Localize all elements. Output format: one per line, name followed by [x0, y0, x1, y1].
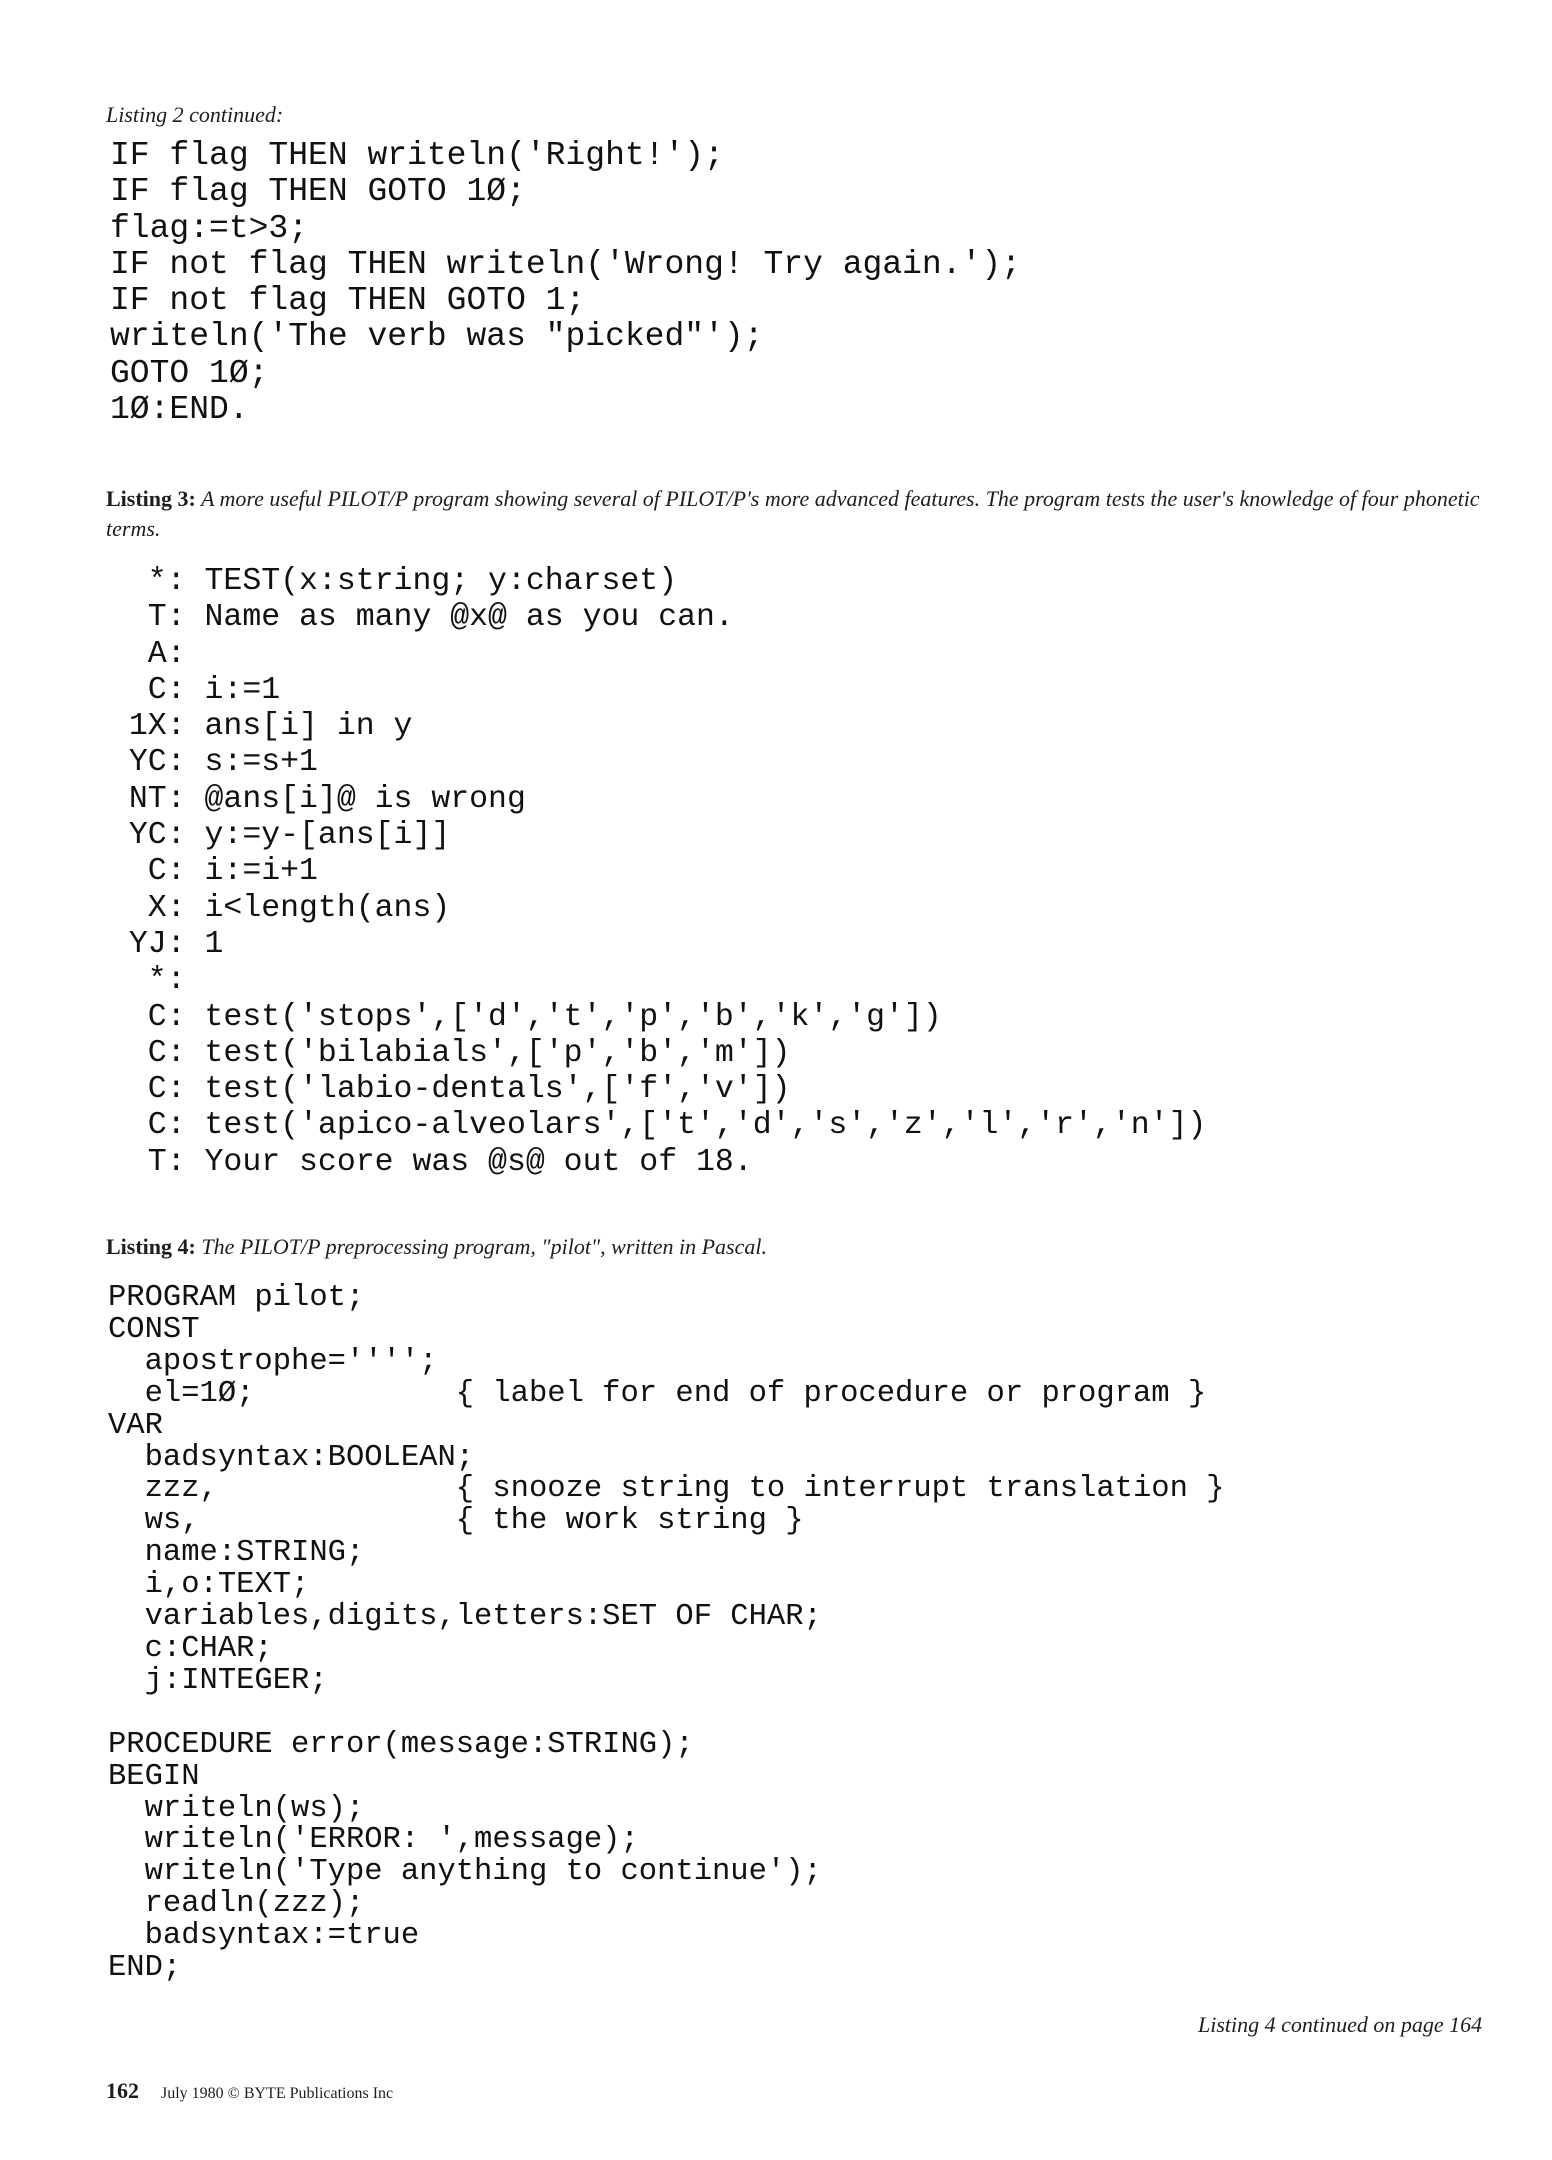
code-line: PROGRAM pilot; — [108, 1281, 365, 1315]
code-line: CONST — [108, 1312, 200, 1347]
code-line: name:STRING; — [108, 1536, 365, 1571]
code-line: IF flag THEN writeln('Right!'); — [110, 137, 724, 174]
listing3-label: Listing 3: — [106, 486, 196, 511]
copyright-credit: July 1980 © BYTE Publications Inc — [161, 2085, 394, 2102]
code-line: YJ: 1 — [110, 926, 224, 962]
continued-note: Listing 4 continued on page 164 — [1198, 2012, 1483, 2037]
listing3-caption — [106, 484, 1506, 544]
code-line: j:INTEGER; — [108, 1663, 328, 1698]
code-line: C: test('labio-dentals',['f','v']) — [110, 1072, 791, 1108]
code-line: writeln(ws); — [108, 1791, 365, 1826]
listing3-description: A more useful PILOT/P program showing several of PILOT/P's more advanced features. The program tests the user's knowledge of four phonetic terms. — [106, 486, 1480, 541]
code-line: C: test('apico-alveolars',['t','d','s','z','l','r','n']) — [110, 1108, 1207, 1144]
code-line: BEGIN — [108, 1759, 200, 1794]
code-line: GOTO 1Ø; — [110, 354, 269, 392]
code-line: i,o:TEXT; — [108, 1568, 310, 1603]
code-line: c:CHAR; — [108, 1631, 273, 1666]
code-line: PROCEDURE error(message:STRING); — [108, 1727, 694, 1762]
code-line: 1Ø:END. — [110, 391, 249, 429]
code-line: variables,digits,letters:SET OF CHAR; — [108, 1600, 822, 1635]
code-line: readln(zzz); — [108, 1887, 365, 1922]
code-line: T: Name as many @x@ as you can. — [110, 600, 734, 636]
listing4-code — [108, 1283, 1224, 1985]
code-line: zzz, { snooze string to interrupt translation } — [108, 1472, 1225, 1507]
listing3-code — [110, 564, 1206, 1181]
code-line: C: test('stops',['d','t','p','b','k','g']) — [110, 999, 942, 1035]
code-line: writeln('ERROR: ',message); — [108, 1823, 639, 1858]
code-line: writeln('Type anything to continue'); — [108, 1855, 822, 1890]
code-line: END; — [108, 1951, 182, 1986]
code-line: badsyntax:BOOLEAN; — [108, 1440, 475, 1475]
code-line: VAR — [108, 1408, 163, 1443]
code-line: T: Your score was @s@ out of 18. — [110, 1144, 753, 1180]
code-line: *: — [110, 963, 186, 999]
code-line — [108, 1698, 1224, 1730]
code-line: X: i<length(ans) — [110, 890, 451, 926]
listing4-label: Listing 4: — [106, 1234, 196, 1259]
listing2-code — [110, 138, 1021, 428]
code-line: IF not flag THEN writeln('Wrong! Try again.'); — [110, 245, 1021, 283]
code-line: *: TEST(x:string; y:charset) — [110, 564, 678, 599]
code-line: ws, { the work string } — [108, 1504, 804, 1539]
code-line: badsyntax:=true — [108, 1919, 420, 1954]
code-line: writeln('The verb was "picked"'); — [110, 318, 764, 356]
page-footer — [106, 2078, 393, 2104]
code-line: flag:=t>3; — [110, 209, 309, 247]
page-number: 162 — [106, 2078, 139, 2103]
code-line: IF flag THEN GOTO 1Ø; — [110, 173, 526, 211]
listing4-description: The PILOT/P preprocessing program, "pilot", written in Pascal. — [201, 1234, 767, 1259]
code-line: el=1Ø; { label for end of procedure or program } — [108, 1376, 1207, 1411]
code-line: C: test('bilabials',['p','b','m']) — [110, 1035, 791, 1071]
code-line: C: i:=i+1 — [110, 854, 318, 890]
code-line: IF not flag THEN GOTO 1; — [110, 282, 586, 320]
code-line: 1X: ans[i] in y — [110, 709, 413, 745]
listing4-caption — [106, 1232, 767, 1262]
code-line: YC: y:=y-[ans[i]] — [110, 818, 451, 854]
code-line: apostrophe=''''; — [108, 1344, 438, 1379]
code-line: A: — [110, 636, 186, 672]
code-line: NT: @ans[i]@ is wrong — [110, 781, 526, 817]
listing2-caption: Listing 2 continued: — [106, 102, 284, 127]
code-line: YC: s:=s+1 — [110, 745, 318, 781]
code-line: C: i:=1 — [110, 672, 281, 708]
